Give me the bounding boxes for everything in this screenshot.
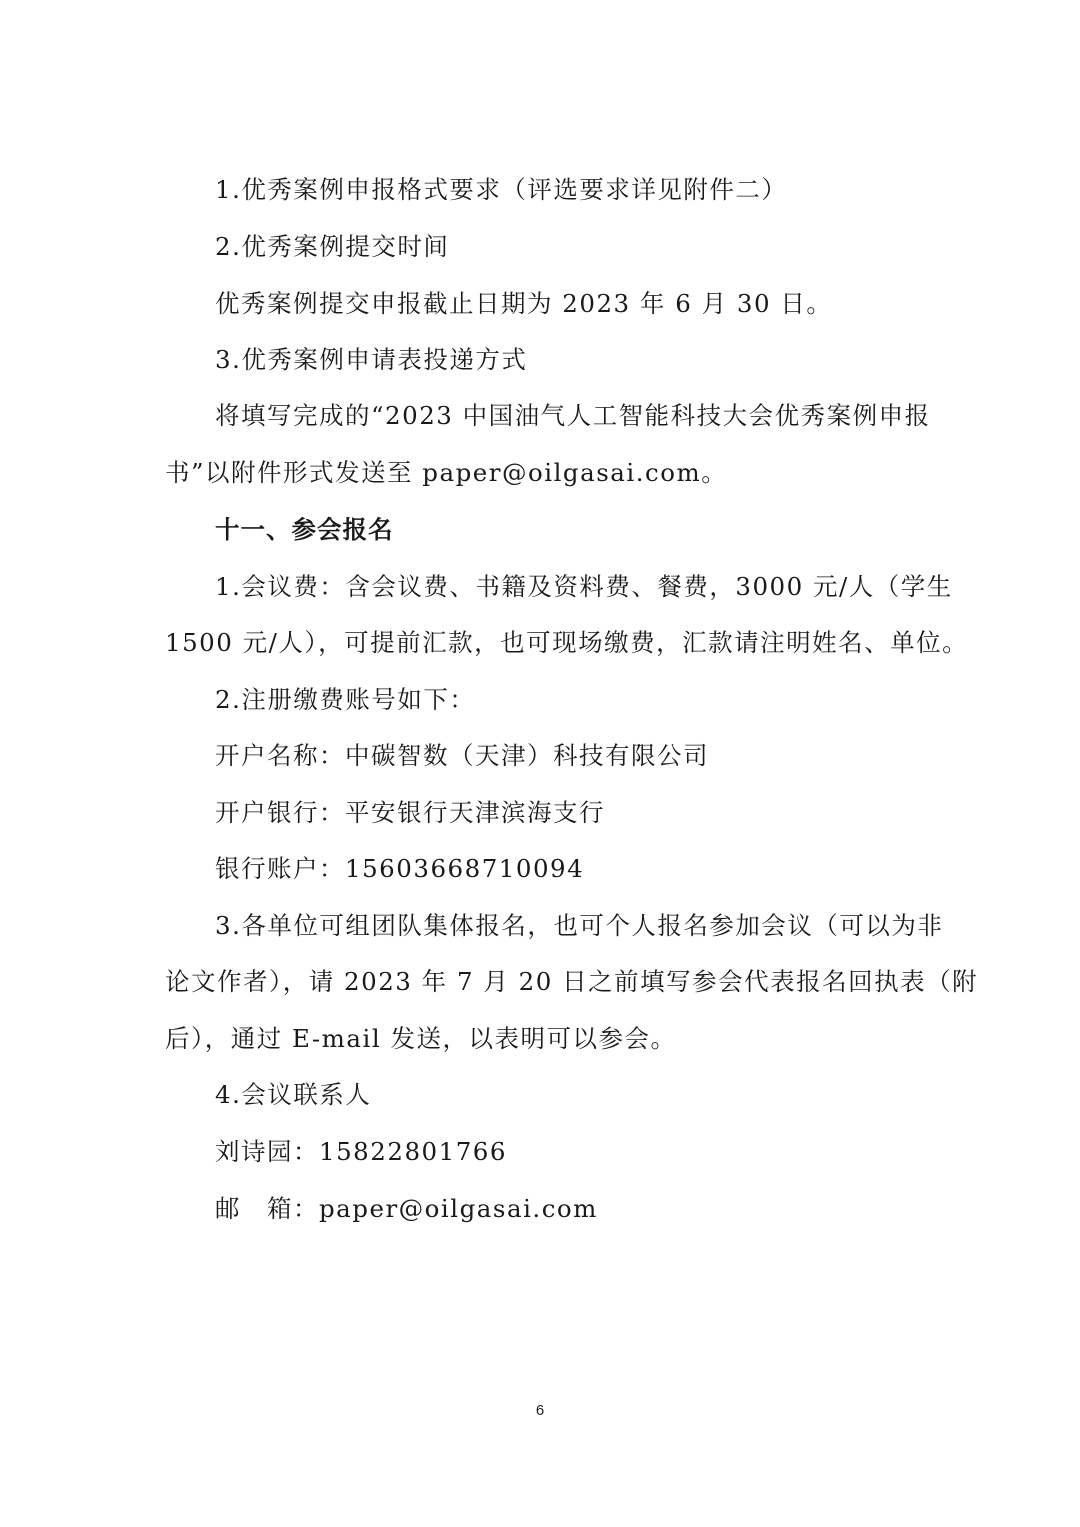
case-delivery-method-title: 3.优秀案例申请表投递方式 (215, 345, 528, 374)
group-registration-line-2: 论文作者），请 2023 年 7 月 20 日之前填写参会代表报名回执表（附 (165, 967, 979, 996)
group-registration-line-1: 3.各单位可组团队集体报名，也可个人报名参加会议（可以为非 (215, 911, 944, 940)
case-delivery-instruction-line-1: 将填写完成的“2023 中国油气人工智能科技大会优秀案例申报 (215, 401, 931, 430)
case-format-requirement: 1.优秀案例申报格式要求（评选要求详见附件二） (215, 175, 788, 204)
account-name: 开户名称：中碳智数（天津）科技有限公司 (215, 741, 709, 770)
payment-account-title: 2.注册缴费账号如下： (215, 685, 476, 714)
page-number: 6 (535, 1402, 545, 1419)
contact-phone: 刘诗园：15822801766 (215, 1137, 507, 1166)
group-registration-line-3: 后），通过 E-mail 发送，以表明可以参会。 (165, 1024, 677, 1053)
section-heading-registration: 十一、参会报名 (215, 515, 394, 544)
meeting-fee-line-1: 1.会议费：含会议费、书籍及资料费、餐费，3000 元/人（学生 (215, 572, 953, 601)
case-delivery-instruction-line-2: 书”以附件形式发送至 paper@oilgasai.com。 (165, 458, 728, 487)
bank-name: 开户银行：平安银行天津滨海支行 (215, 798, 605, 827)
case-submission-deadline: 优秀案例提交申报截止日期为 2023 年 6 月 30 日。 (215, 289, 833, 318)
bank-account-number: 银行账户：15603668710094 (215, 854, 585, 883)
meeting-fee-line-2: 1500 元/人），可提前汇款，也可现场缴费，汇款请注明姓名、单位。 (165, 628, 969, 657)
contact-person-title: 4.会议联系人 (215, 1080, 372, 1109)
contact-email: 邮 箱：paper@oilgasai.com (215, 1194, 598, 1223)
case-submission-time-title: 2.优秀案例提交时间 (215, 232, 450, 261)
